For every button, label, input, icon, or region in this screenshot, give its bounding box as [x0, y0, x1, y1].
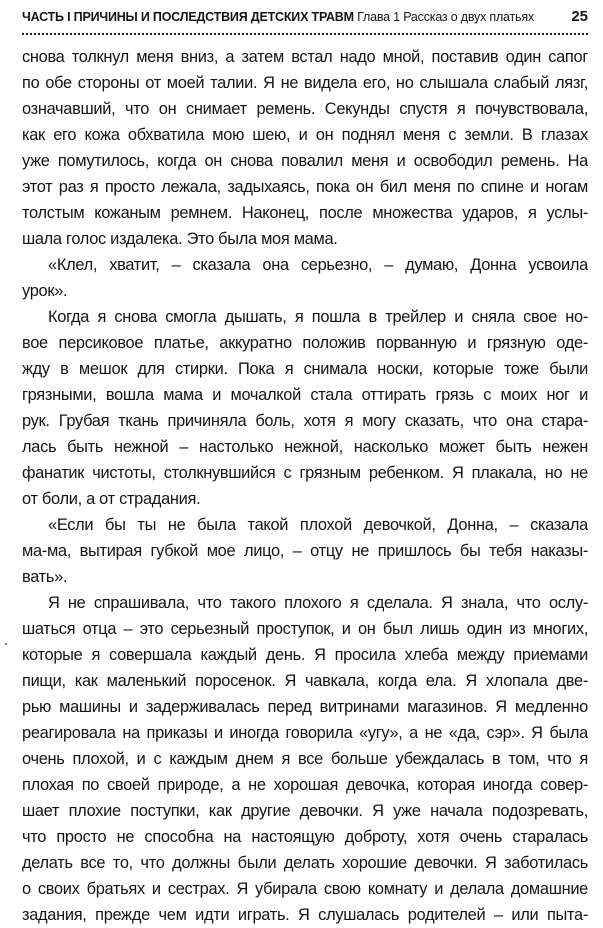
text-line: которые я совершала каждый день. Я просила хлеба между приемами	[22, 646, 588, 664]
text-line: вое персиковое платье, аккуратно положив порванную и грязную оде-	[22, 334, 588, 352]
text-line: от боли, а от страдания.	[22, 490, 201, 508]
text-line: «Клел, хватит, – сказала она серьезно, – думаю, Донна усвоила	[48, 256, 588, 274]
header-part-title: ЧАСТЬ I ПРИЧИНЫ И ПОСЛЕДСТВИЯ ДЕТСКИХ ТРАВМ	[22, 10, 354, 24]
text-line: шаться отца – это серьезный проступок, и он был лишь один из многих,	[22, 620, 588, 638]
text-line: шает плохие поступки, как другие девочки. Я уже начала подозревать,	[22, 802, 588, 820]
text-line: рук. Грубая ткань причиняла боль, хотя я могу сказать, что она стара-	[22, 412, 588, 430]
text-line: вать».	[22, 568, 68, 586]
header-title	[22, 9, 534, 25]
margin-speck	[5, 643, 7, 645]
text-line: плохая по своей природе, а не хорошая девочка, которая иногда совер-	[22, 776, 588, 794]
text-line: лась быть нежной – настолько нежной, насколько может быть нежен	[22, 438, 588, 456]
text-line: жду в мешок для стирки. Пока я снимала носки, которые тоже были	[22, 360, 588, 378]
text-line: грязными, вошла мама и мочалкой стала оттирать грязь с моих ног и	[22, 386, 588, 404]
text-line: задания, прежде чем идти играть. Я слушалась родителей – или пыта-	[22, 906, 588, 924]
text-line: фанатик чистоты, столкнувшийся с грязным ребенком. Я плакала, но не	[22, 464, 588, 482]
text-line: Я не спрашивала, что такого плохого я сделала. Я знала, что ослу-	[48, 594, 588, 612]
page-number: 25	[571, 8, 588, 25]
text-line: урок».	[22, 282, 68, 300]
text-line: реагировала на приказы и иногда говорила «угу», а не «да, сэр». Я была	[22, 724, 588, 742]
body-text	[22, 44, 588, 928]
text-line: пищи, как маленький поросенок. Я чавкала, когда ела. Я хлопала две-	[22, 672, 588, 690]
text-line: как его кожа обхватила мою шею, и он поднял меня с земли. В глазах	[22, 126, 588, 144]
text-line: «Если бы ты не была такой плохой девочкой, Донна, – сказала	[48, 516, 588, 534]
text-line: рью машины и задерживалась перед витринами магазинов. Я медленно	[22, 698, 588, 716]
header-divider	[22, 33, 588, 35]
text-line: делать все то, что должны были делать хорошие девочки. Я заботилась	[22, 854, 588, 872]
text-line: по обе стороны от моей талии. Я не видела его, но слышала слабый лязг,	[22, 74, 588, 92]
text-line: этот раз я просто лежала, задыхаясь, пока он бил меня по спине и ногам	[22, 178, 588, 196]
text-line: снова толкнул меня вниз, а затем встал надо мной, поставив один сапог	[22, 48, 588, 66]
header-chapter-title: Глава 1 Рассказ о двух платьях	[357, 10, 534, 24]
text-line: толстым кожаным ремнем. Наконец, после множества ударов, я услы-	[22, 204, 588, 222]
text-line: Когда я снова смогла дышать, я пошла в трейлер и сняла свое но-	[48, 308, 588, 326]
text-line: означавший, что он снимает ремень. Секунды спустя я почувствовала,	[22, 100, 588, 118]
text-line: о своих братьях и сестрах. Я убирала свою комнату и делала домашние	[22, 880, 588, 898]
text-line: очень плохой, и с каждым днем я все больше убеждалась в том, что я	[22, 750, 588, 768]
text-line: что просто не способна на настоящую доброту, хотя очень старалась	[22, 828, 588, 846]
running-header	[22, 9, 588, 31]
text-line: шала голос издалека. Это была моя мама.	[22, 230, 338, 248]
text-line: уже помутилось, когда он снова повалил меня и освободил ремень. На	[22, 152, 588, 170]
text-line: ма-ма, вытирая губкой мое лицо, – отцу не пришлось бы тебя наказы-	[22, 542, 588, 560]
